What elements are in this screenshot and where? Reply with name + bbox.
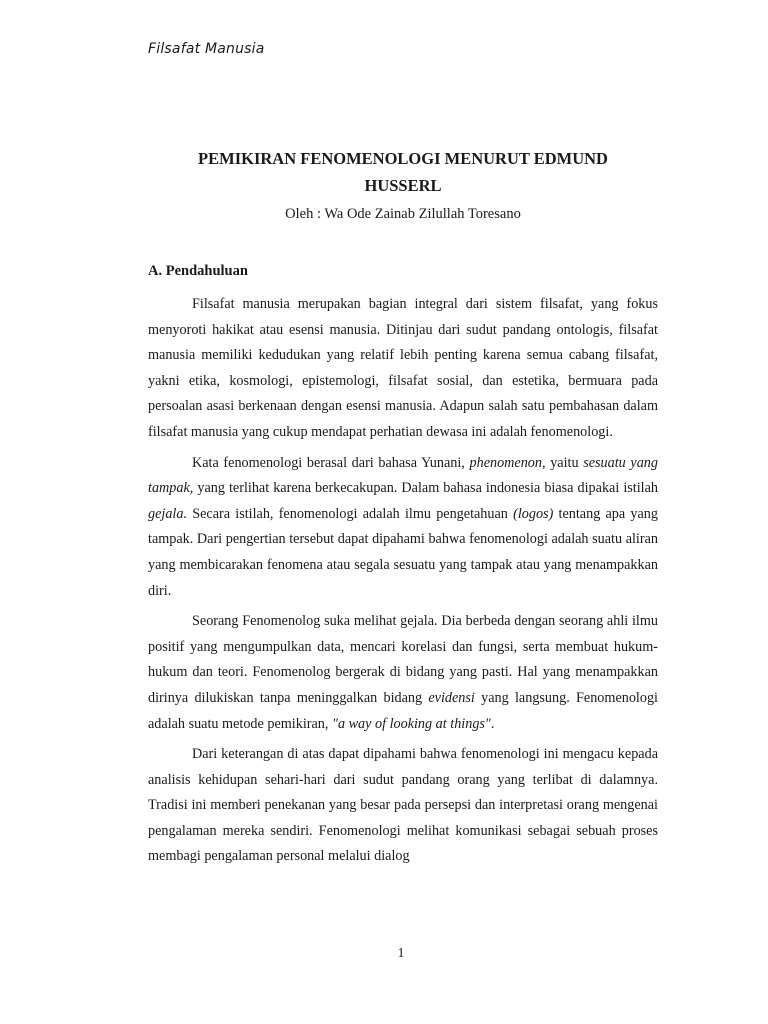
author-byline: Oleh : Wa Ode Zainab Zilullah Toresano bbox=[285, 206, 521, 222]
term-sesuatu-yang-tampak: sesuatu yang tampak, bbox=[148, 454, 658, 497]
paragraph-2-text: yaitu bbox=[545, 454, 584, 471]
paragraph-1: Filsafat manusia merupakan bagian integral dari sistem filsafat, yang fokus menyoroti hakikat atau esensi manusia. Ditinjau dari sudut pandang ontologis, filsafat manusia memiliki kedudukan yang relatif lebih penting karena semua cabang filsafat, yakni etika, kosmologi, epistemologi, filsafat sosial, dan estetika, bermuara pada persoalan asasi berkenaan dengan esensi manusia. Adapun salah satu pembahasan dalam filsafat manusia yang cukup mendapat perhatian dewasa ini adalah fenomenologi. bbox=[148, 296, 658, 440]
page-number: 1 bbox=[397, 946, 405, 961]
paragraph-3-text: Seorang Fenomenolog suka melihat gejala. Dia berbeda dengan seorang ahli ilmu positif yang mengumpulkan data, mencari korelasi dan fungsi, serta membuat hukum-hukum dan teori. Fenomenolog bergerak di bidang yang pasti. Hal yang menampakkan dirinya dilukiskan tanpa meninggalkan bidang bbox=[148, 613, 658, 706]
title-line-2: HUSSERL bbox=[364, 176, 442, 195]
term-phenomenon: phenomenon, bbox=[469, 454, 546, 471]
quote-a-way-of-looking: "a way of looking at things" bbox=[331, 715, 491, 732]
document-title bbox=[148, 145, 658, 199]
paragraph-3 bbox=[148, 609, 658, 737]
paragraph-3-text: . bbox=[490, 715, 495, 732]
term-evidensi: evidensi bbox=[428, 689, 475, 706]
paragraph-2-text: Kata fenomenologi berasal dari bahasa Yunani, bbox=[192, 454, 470, 471]
term-logos: (logos) bbox=[513, 505, 554, 522]
paragraph-2-text: Secara istilah, fenomenologi adalah ilmu pengetahuan bbox=[187, 505, 514, 522]
paragraph-2 bbox=[148, 451, 658, 605]
paragraph-2-text: tentang apa yang tampak. Dari pengertian tersebut dapat dipahami bahwa fenomenologi adalah suatu aliran yang membicarakan fenomena atau segala sesuatu yang tampak atau yang menampakkan diri. bbox=[148, 505, 658, 599]
title-line-1: PEMIKIRAN FENOMENOLOGI MENURUT EDMUND bbox=[198, 149, 608, 168]
body-text bbox=[148, 292, 658, 875]
section-heading: A. Pendahuluan bbox=[148, 263, 248, 279]
paragraph-3-text: yang langsung. Fenomenologi adalah suatu metode pemikiran, bbox=[148, 689, 658, 732]
paragraph-4: Dari keterangan di atas dapat dipahami bahwa fenomenologi ini mengacu kepada analisis kehidupan sehari-hari dari sudut pandang orang yang terlibat di dalamnya. Tradisi ini memberi penekanan yang besar pada persepsi dan interpretasi orang mengenai pengalaman mereka sendiri. Fenomenologi melihat komunikasi sebagai sebuah proses membagi pengalaman personal melalui dialog bbox=[148, 746, 658, 865]
running-header: Filsafat Manusia bbox=[148, 41, 265, 57]
paragraph-2-text: yang terlihat karena berkecakupan. Dalam bahasa indonesia biasa dipakai istilah bbox=[193, 480, 658, 497]
term-gejala: gejala. bbox=[148, 505, 188, 522]
